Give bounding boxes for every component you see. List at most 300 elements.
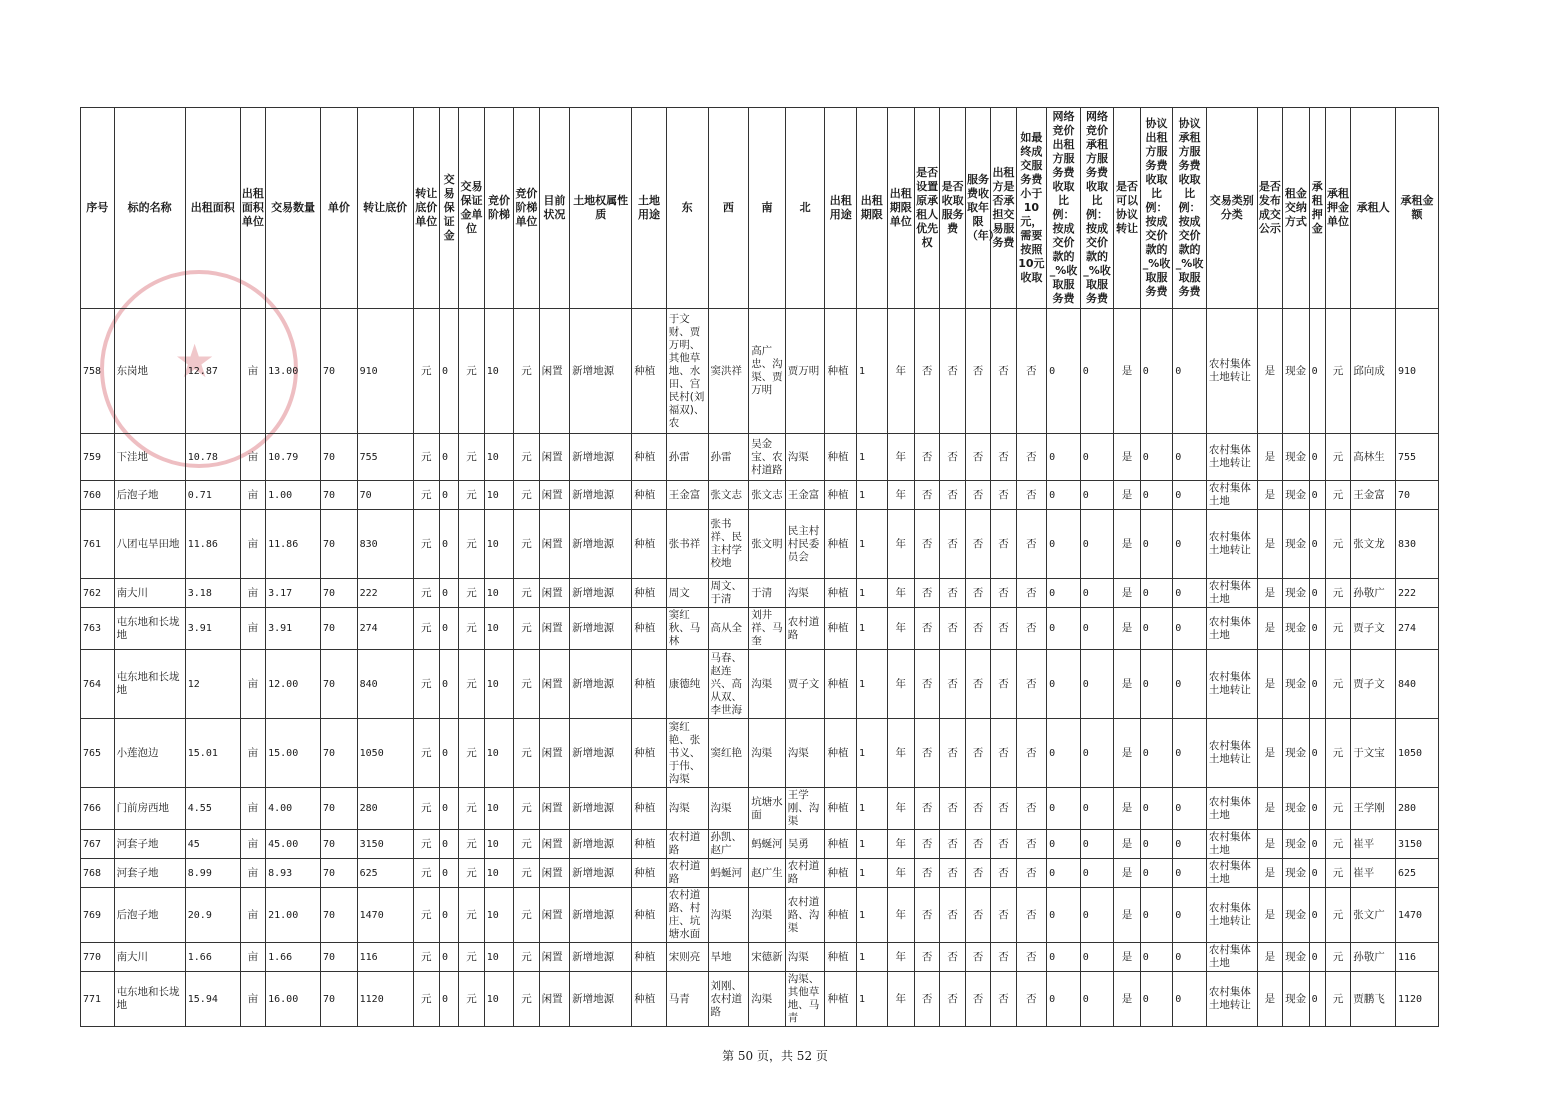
cell-east: 窦红秋、马林 bbox=[666, 608, 708, 650]
header-rent-amount: 承租金额 bbox=[1396, 108, 1439, 309]
table-row bbox=[81, 943, 1439, 972]
page-footer: 第 50 页，共 52 页 bbox=[722, 1049, 828, 1063]
cell-land-use: 种植 bbox=[632, 888, 667, 943]
cell-land-ownership: 新增地源 bbox=[570, 859, 632, 888]
cell-deposit-unit: 元 bbox=[459, 719, 484, 788]
cell-name: 后泡子地 bbox=[114, 888, 185, 943]
cell-seq: 770 bbox=[81, 943, 115, 972]
cell-unit-price: 70 bbox=[321, 719, 358, 788]
cell-tenant: 张文广 bbox=[1351, 888, 1396, 943]
cell-north: 贾万明 bbox=[785, 309, 825, 434]
cell-north: 农村道路 bbox=[785, 608, 825, 650]
cell-status: 闲置 bbox=[539, 309, 570, 434]
cell-status: 闲置 bbox=[539, 481, 570, 510]
cell-name: 东岗地 bbox=[114, 309, 185, 434]
header-base-price: 转让底价 bbox=[357, 108, 413, 309]
cell-base-price: 840 bbox=[357, 650, 413, 719]
cell-land-use: 种植 bbox=[632, 972, 667, 1027]
cell-agreement-lessor-fee: 0 bbox=[1140, 510, 1173, 579]
cell-base-price-unit: 元 bbox=[413, 608, 439, 650]
cell-south: 蚂蜒河 bbox=[749, 830, 786, 859]
cell-status: 闲置 bbox=[539, 788, 570, 830]
cell-lease-term: 1 bbox=[857, 943, 888, 972]
cell-publish-notice: 是 bbox=[1257, 972, 1282, 1027]
cell-deposit-unit: 元 bbox=[459, 309, 484, 434]
cell-west: 沟渠 bbox=[708, 788, 749, 830]
cell-lease-term: 1 bbox=[857, 650, 888, 719]
table-row bbox=[81, 888, 1439, 943]
cell-lease-term: 1 bbox=[857, 859, 888, 888]
cell-rent-amount: 222 bbox=[1396, 579, 1439, 608]
cell-charge-fee: 否 bbox=[940, 579, 965, 608]
cell-transaction-category: 农村集体土地转让 bbox=[1206, 434, 1257, 481]
cell-charge-fee: 否 bbox=[940, 888, 965, 943]
cell-transaction-category: 农村集体土地 bbox=[1206, 608, 1257, 650]
cell-agreement-lessor-fee: 0 bbox=[1140, 579, 1173, 608]
cell-publish-notice: 是 bbox=[1257, 888, 1282, 943]
cell-east: 沟渠 bbox=[666, 788, 708, 830]
table-row bbox=[81, 830, 1439, 859]
cell-north: 贾子文 bbox=[785, 650, 825, 719]
header-agreement-lessee-fee: 协议承租方服务费收取比例：按成交价款的_%收取服务费 bbox=[1173, 108, 1207, 309]
cell-east: 农村道路、村庄、坑塘水面 bbox=[666, 888, 708, 943]
cell-seq: 769 bbox=[81, 888, 115, 943]
cell-publish-notice: 是 bbox=[1257, 510, 1282, 579]
cell-bid-step-unit: 元 bbox=[514, 788, 539, 830]
header-status: 目前状况 bbox=[539, 108, 570, 309]
cell-area-unit: 亩 bbox=[240, 943, 265, 972]
cell-status: 闲置 bbox=[539, 859, 570, 888]
cell-name: 小莲泡边 bbox=[114, 719, 185, 788]
cell-land-use: 种植 bbox=[632, 719, 667, 788]
cell-qty: 8.93 bbox=[266, 859, 321, 888]
cell-land-use: 种植 bbox=[632, 608, 667, 650]
cell-rent-payment: 现金 bbox=[1283, 972, 1309, 1027]
cell-qty: 10.79 bbox=[266, 434, 321, 481]
cell-rent-payment: 现金 bbox=[1283, 788, 1309, 830]
cell-tenant-priority: 否 bbox=[914, 943, 939, 972]
cell-unit-price: 70 bbox=[321, 830, 358, 859]
cell-agreement-lessee-fee: 0 bbox=[1173, 650, 1207, 719]
header-unit-price: 单价 bbox=[321, 108, 358, 309]
cell-north: 吴勇 bbox=[785, 830, 825, 859]
cell-base-price-unit: 元 bbox=[413, 309, 439, 434]
cell-deposit-amount: 0 bbox=[1309, 608, 1325, 650]
cell-deposit: 0 bbox=[440, 830, 459, 859]
cell-agreement-lessee-fee: 0 bbox=[1173, 972, 1207, 1027]
cell-transaction-category: 农村集体土地转让 bbox=[1206, 719, 1257, 788]
cell-deposit: 0 bbox=[440, 972, 459, 1027]
header-agreement-lessor-fee: 协议出租方服务费收取比例：按成交价款的_%收取服务费 bbox=[1140, 108, 1173, 309]
cell-agreement-lessor-fee: 0 bbox=[1140, 859, 1173, 888]
cell-deposit: 0 bbox=[440, 481, 459, 510]
cell-tenant: 崔平 bbox=[1351, 859, 1396, 888]
cell-deposit-unit: 元 bbox=[1325, 972, 1350, 1027]
cell-area-unit: 亩 bbox=[240, 830, 265, 859]
header-name: 标的名称 bbox=[114, 108, 185, 309]
cell-south: 张文志 bbox=[749, 481, 786, 510]
cell-west: 刘刚、农村道路 bbox=[708, 972, 749, 1027]
cell-bid-step: 10 bbox=[484, 972, 513, 1027]
cell-agreement-lessor-fee: 0 bbox=[1140, 719, 1173, 788]
cell-unit-price: 70 bbox=[321, 510, 358, 579]
cell-agreement-lessee-fee: 0 bbox=[1173, 309, 1207, 434]
cell-deposit-unit: 元 bbox=[1325, 579, 1350, 608]
table-row bbox=[81, 434, 1439, 481]
cell-seq: 762 bbox=[81, 579, 115, 608]
cell-land-use: 种植 bbox=[632, 788, 667, 830]
cell-unit-price: 70 bbox=[321, 859, 358, 888]
cell-deposit: 0 bbox=[440, 719, 459, 788]
cell-transaction-category: 农村集体土地 bbox=[1206, 943, 1257, 972]
cell-unit-price: 70 bbox=[321, 972, 358, 1027]
cell-publish-notice: 是 bbox=[1257, 309, 1282, 434]
cell-north: 沟渠 bbox=[785, 434, 825, 481]
cell-area-unit: 亩 bbox=[240, 650, 265, 719]
table-row bbox=[81, 309, 1439, 434]
cell-land-ownership: 新增地源 bbox=[570, 888, 632, 943]
cell-lessor-bears-fee: 否 bbox=[991, 481, 1016, 510]
cell-area-unit: 亩 bbox=[240, 972, 265, 1027]
cell-bid-step: 10 bbox=[484, 859, 513, 888]
cell-transaction-category: 农村集体土地 bbox=[1206, 788, 1257, 830]
header-base-price-unit: 转让底价单位 bbox=[413, 108, 439, 309]
cell-tenant: 王金富 bbox=[1351, 481, 1396, 510]
header-east: 东 bbox=[666, 108, 708, 309]
cell-lessor-bears-fee: 否 bbox=[991, 859, 1016, 888]
cell-charge-fee: 否 bbox=[940, 608, 965, 650]
header-publish-notice: 是否发布成交公示 bbox=[1257, 108, 1282, 309]
cell-name: 屯东地和长垅地 bbox=[114, 608, 185, 650]
cell-tenant: 贾子文 bbox=[1351, 650, 1396, 719]
cell-fee-years: 否 bbox=[965, 830, 990, 859]
cell-agreement-lessee-fee: 0 bbox=[1173, 719, 1207, 788]
cell-min-fee-rule: 否 bbox=[1016, 943, 1047, 972]
cell-rent-payment: 现金 bbox=[1283, 434, 1309, 481]
cell-lease-term-unit: 年 bbox=[887, 719, 914, 788]
cell-publish-notice: 是 bbox=[1257, 650, 1282, 719]
header-area-unit: 出租面积单位 bbox=[240, 108, 265, 309]
cell-qty: 1.00 bbox=[266, 481, 321, 510]
cell-tenant-priority: 否 bbox=[914, 830, 939, 859]
cell-deposit: 0 bbox=[440, 579, 459, 608]
cell-name: 屯东地和长垅地 bbox=[114, 972, 185, 1027]
cell-base-price: 1470 bbox=[357, 888, 413, 943]
cell-deposit-unit: 元 bbox=[1325, 943, 1350, 972]
cell-area: 1.66 bbox=[185, 943, 240, 972]
cell-lease-use: 种植 bbox=[825, 434, 857, 481]
cell-online-lessee-fee: 0 bbox=[1080, 788, 1114, 830]
cell-agreement-lessor-fee: 0 bbox=[1140, 608, 1173, 650]
cell-agreement-lessee-fee: 0 bbox=[1173, 888, 1207, 943]
cell-lease-term-unit: 年 bbox=[887, 888, 914, 943]
cell-bid-step: 10 bbox=[484, 830, 513, 859]
cell-lease-term-unit: 年 bbox=[887, 608, 914, 650]
cell-min-fee-rule: 否 bbox=[1016, 972, 1047, 1027]
table-row bbox=[81, 859, 1439, 888]
cell-bid-step-unit: 元 bbox=[514, 859, 539, 888]
cell-deposit-unit: 元 bbox=[1325, 719, 1350, 788]
cell-east: 康德纯 bbox=[666, 650, 708, 719]
cell-deposit-unit: 元 bbox=[1325, 888, 1350, 943]
cell-deposit-unit: 元 bbox=[1325, 510, 1350, 579]
cell-deposit-unit: 元 bbox=[459, 830, 484, 859]
header-west: 西 bbox=[708, 108, 749, 309]
cell-name: 门前房西地 bbox=[114, 788, 185, 830]
cell-bid-step-unit: 元 bbox=[514, 650, 539, 719]
cell-online-lessor-fee: 0 bbox=[1047, 481, 1081, 510]
cell-transaction-category: 农村集体土地 bbox=[1206, 481, 1257, 510]
cell-area-unit: 亩 bbox=[240, 719, 265, 788]
cell-area-unit: 亩 bbox=[240, 481, 265, 510]
cell-base-price: 910 bbox=[357, 309, 413, 434]
cell-deposit-amount: 0 bbox=[1309, 719, 1325, 788]
cell-east: 农村道路 bbox=[666, 830, 708, 859]
cell-lease-term-unit: 年 bbox=[887, 510, 914, 579]
cell-charge-fee: 否 bbox=[940, 309, 965, 434]
cell-south: 赵广生 bbox=[749, 859, 786, 888]
cell-allow-agreement: 是 bbox=[1114, 434, 1140, 481]
cell-bid-step: 10 bbox=[484, 650, 513, 719]
cell-deposit-unit: 元 bbox=[1325, 788, 1350, 830]
cell-tenant-priority: 否 bbox=[914, 434, 939, 481]
cell-lessor-bears-fee: 否 bbox=[991, 972, 1016, 1027]
cell-land-ownership: 新增地源 bbox=[570, 579, 632, 608]
cell-bid-step: 10 bbox=[484, 510, 513, 579]
cell-min-fee-rule: 否 bbox=[1016, 510, 1047, 579]
cell-allow-agreement: 是 bbox=[1114, 608, 1140, 650]
cell-land-use: 种植 bbox=[632, 510, 667, 579]
cell-tenant-priority: 否 bbox=[914, 972, 939, 1027]
cell-area: 3.18 bbox=[185, 579, 240, 608]
cell-transaction-category: 农村集体土地转让 bbox=[1206, 972, 1257, 1027]
header-deposit-amount: 承租押金 bbox=[1309, 108, 1325, 309]
cell-fee-years: 否 bbox=[965, 608, 990, 650]
cell-seq: 761 bbox=[81, 510, 115, 579]
cell-west: 孙凯、赵广 bbox=[708, 830, 749, 859]
cell-base-price-unit: 元 bbox=[413, 481, 439, 510]
cell-lessor-bears-fee: 否 bbox=[991, 434, 1016, 481]
header-fee-years: 服务费收取年限（年） bbox=[965, 108, 990, 309]
cell-bid-step: 10 bbox=[484, 579, 513, 608]
cell-lease-use: 种植 bbox=[825, 309, 857, 434]
cell-land-use: 种植 bbox=[632, 650, 667, 719]
cell-deposit-amount: 0 bbox=[1309, 888, 1325, 943]
cell-base-price-unit: 元 bbox=[413, 650, 439, 719]
cell-online-lessor-fee: 0 bbox=[1047, 309, 1081, 434]
cell-allow-agreement: 是 bbox=[1114, 719, 1140, 788]
cell-south: 宋德新 bbox=[749, 943, 786, 972]
cell-deposit-unit: 元 bbox=[459, 888, 484, 943]
cell-lease-use: 种植 bbox=[825, 510, 857, 579]
cell-tenant-priority: 否 bbox=[914, 888, 939, 943]
cell-tenant-priority: 否 bbox=[914, 510, 939, 579]
cell-area: 20.9 bbox=[185, 888, 240, 943]
table-row bbox=[81, 481, 1439, 510]
cell-area-unit: 亩 bbox=[240, 579, 265, 608]
cell-deposit-unit: 元 bbox=[459, 579, 484, 608]
cell-land-use: 种植 bbox=[632, 579, 667, 608]
table-row bbox=[81, 972, 1439, 1027]
cell-deposit-amount: 0 bbox=[1309, 972, 1325, 1027]
cell-lease-term: 1 bbox=[857, 481, 888, 510]
cell-north: 农村道路 bbox=[785, 859, 825, 888]
cell-lessor-bears-fee: 否 bbox=[991, 888, 1016, 943]
header-north: 北 bbox=[785, 108, 825, 309]
cell-deposit-amount: 0 bbox=[1309, 943, 1325, 972]
cell-transaction-category: 农村集体土地转让 bbox=[1206, 510, 1257, 579]
cell-allow-agreement: 是 bbox=[1114, 579, 1140, 608]
cell-qty: 15.00 bbox=[266, 719, 321, 788]
cell-west: 张书祥、民主村学校地 bbox=[708, 510, 749, 579]
cell-tenant-priority: 否 bbox=[914, 650, 939, 719]
cell-min-fee-rule: 否 bbox=[1016, 719, 1047, 788]
cell-land-ownership: 新增地源 bbox=[570, 481, 632, 510]
cell-agreement-lessor-fee: 0 bbox=[1140, 888, 1173, 943]
cell-online-lessor-fee: 0 bbox=[1047, 434, 1081, 481]
cell-west: 马春、赵连兴、高从双、李世海 bbox=[708, 650, 749, 719]
cell-seq: 766 bbox=[81, 788, 115, 830]
cell-fee-years: 否 bbox=[965, 859, 990, 888]
cell-bid-step-unit: 元 bbox=[514, 943, 539, 972]
cell-base-price: 1120 bbox=[357, 972, 413, 1027]
cell-charge-fee: 否 bbox=[940, 859, 965, 888]
cell-land-ownership: 新增地源 bbox=[570, 788, 632, 830]
header-bid-step: 竞价阶梯 bbox=[484, 108, 513, 309]
cell-fee-years: 否 bbox=[965, 510, 990, 579]
cell-rent-amount: 755 bbox=[1396, 434, 1439, 481]
cell-area: 4.55 bbox=[185, 788, 240, 830]
cell-tenant-priority: 否 bbox=[914, 859, 939, 888]
cell-lease-use: 种植 bbox=[825, 579, 857, 608]
cell-lease-use: 种植 bbox=[825, 943, 857, 972]
cell-rent-amount: 3150 bbox=[1396, 830, 1439, 859]
cell-lease-term-unit: 年 bbox=[887, 788, 914, 830]
cell-agreement-lessee-fee: 0 bbox=[1173, 788, 1207, 830]
cell-land-ownership: 新增地源 bbox=[570, 943, 632, 972]
cell-seq: 764 bbox=[81, 650, 115, 719]
cell-online-lessee-fee: 0 bbox=[1080, 579, 1114, 608]
cell-publish-notice: 是 bbox=[1257, 579, 1282, 608]
cell-online-lessee-fee: 0 bbox=[1080, 510, 1114, 579]
cell-north: 农村道路、沟渠 bbox=[785, 888, 825, 943]
cell-deposit: 0 bbox=[440, 510, 459, 579]
cell-min-fee-rule: 否 bbox=[1016, 309, 1047, 434]
cell-lease-use: 种植 bbox=[825, 859, 857, 888]
cell-deposit: 0 bbox=[440, 788, 459, 830]
cell-tenant-priority: 否 bbox=[914, 579, 939, 608]
table-row bbox=[81, 608, 1439, 650]
cell-area-unit: 亩 bbox=[240, 788, 265, 830]
header-south: 南 bbox=[749, 108, 786, 309]
cell-bid-step: 10 bbox=[484, 719, 513, 788]
cell-tenant: 于文宝 bbox=[1351, 719, 1396, 788]
cell-lease-use: 种植 bbox=[825, 830, 857, 859]
cell-online-lessee-fee: 0 bbox=[1080, 859, 1114, 888]
cell-agreement-lessee-fee: 0 bbox=[1173, 608, 1207, 650]
cell-land-use: 种植 bbox=[632, 859, 667, 888]
cell-charge-fee: 否 bbox=[940, 650, 965, 719]
table-row bbox=[81, 788, 1439, 830]
cell-fee-years: 否 bbox=[965, 972, 990, 1027]
cell-tenant-priority: 否 bbox=[914, 788, 939, 830]
cell-lease-term-unit: 年 bbox=[887, 579, 914, 608]
cell-seq: 765 bbox=[81, 719, 115, 788]
cell-transaction-category: 农村集体土地 bbox=[1206, 859, 1257, 888]
cell-deposit: 0 bbox=[440, 650, 459, 719]
cell-rent-amount: 1050 bbox=[1396, 719, 1439, 788]
cell-south: 坑塘水面 bbox=[749, 788, 786, 830]
cell-charge-fee: 否 bbox=[940, 481, 965, 510]
cell-lessor-bears-fee: 否 bbox=[991, 608, 1016, 650]
cell-rent-payment: 现金 bbox=[1283, 608, 1309, 650]
cell-online-lessee-fee: 0 bbox=[1080, 481, 1114, 510]
table-row bbox=[81, 579, 1439, 608]
cell-base-price-unit: 元 bbox=[413, 719, 439, 788]
cell-east: 张书祥 bbox=[666, 510, 708, 579]
cell-min-fee-rule: 否 bbox=[1016, 788, 1047, 830]
cell-online-lessee-fee: 0 bbox=[1080, 888, 1114, 943]
cell-unit-price: 70 bbox=[321, 943, 358, 972]
cell-rent-amount: 70 bbox=[1396, 481, 1439, 510]
cell-online-lessee-fee: 0 bbox=[1080, 972, 1114, 1027]
cell-agreement-lessor-fee: 0 bbox=[1140, 830, 1173, 859]
cell-rent-amount: 840 bbox=[1396, 650, 1439, 719]
cell-online-lessor-fee: 0 bbox=[1047, 608, 1081, 650]
cell-deposit: 0 bbox=[440, 888, 459, 943]
cell-unit-price: 70 bbox=[321, 650, 358, 719]
cell-land-ownership: 新增地源 bbox=[570, 830, 632, 859]
cell-status: 闲置 bbox=[539, 510, 570, 579]
header-rent-payment: 租金交纳方式 bbox=[1283, 108, 1309, 309]
cell-rent-amount: 1470 bbox=[1396, 888, 1439, 943]
cell-deposit-amount: 0 bbox=[1309, 510, 1325, 579]
cell-lease-term-unit: 年 bbox=[887, 309, 914, 434]
cell-seq: 758 bbox=[81, 309, 115, 434]
cell-qty: 12.00 bbox=[266, 650, 321, 719]
cell-lessor-bears-fee: 否 bbox=[991, 943, 1016, 972]
cell-bid-step-unit: 元 bbox=[514, 888, 539, 943]
cell-land-ownership: 新增地源 bbox=[570, 309, 632, 434]
cell-deposit-amount: 0 bbox=[1309, 434, 1325, 481]
cell-fee-years: 否 bbox=[965, 579, 990, 608]
cell-base-price: 222 bbox=[357, 579, 413, 608]
cell-land-ownership: 新增地源 bbox=[570, 972, 632, 1027]
cell-allow-agreement: 是 bbox=[1114, 788, 1140, 830]
cell-land-ownership: 新增地源 bbox=[570, 434, 632, 481]
cell-deposit-unit: 元 bbox=[459, 859, 484, 888]
header-lease-use: 出租用途 bbox=[825, 108, 857, 309]
cell-east: 周文 bbox=[666, 579, 708, 608]
cell-rent-payment: 现金 bbox=[1283, 650, 1309, 719]
cell-lease-use: 种植 bbox=[825, 719, 857, 788]
cell-land-ownership: 新增地源 bbox=[570, 719, 632, 788]
header-qty: 交易数量 bbox=[266, 108, 321, 309]
cell-base-price-unit: 元 bbox=[413, 788, 439, 830]
cell-publish-notice: 是 bbox=[1257, 481, 1282, 510]
cell-north: 沟渠 bbox=[785, 943, 825, 972]
header-land-use: 土地用途 bbox=[632, 108, 667, 309]
cell-tenant: 孙敬广 bbox=[1351, 579, 1396, 608]
cell-south: 吴金宝、农村道路 bbox=[749, 434, 786, 481]
cell-allow-agreement: 是 bbox=[1114, 859, 1140, 888]
cell-deposit: 0 bbox=[440, 859, 459, 888]
cell-lease-term-unit: 年 bbox=[887, 830, 914, 859]
cell-lease-term-unit: 年 bbox=[887, 481, 914, 510]
cell-transaction-category: 农村集体土地转让 bbox=[1206, 888, 1257, 943]
cell-unit-price: 70 bbox=[321, 888, 358, 943]
cell-online-lessor-fee: 0 bbox=[1047, 943, 1081, 972]
